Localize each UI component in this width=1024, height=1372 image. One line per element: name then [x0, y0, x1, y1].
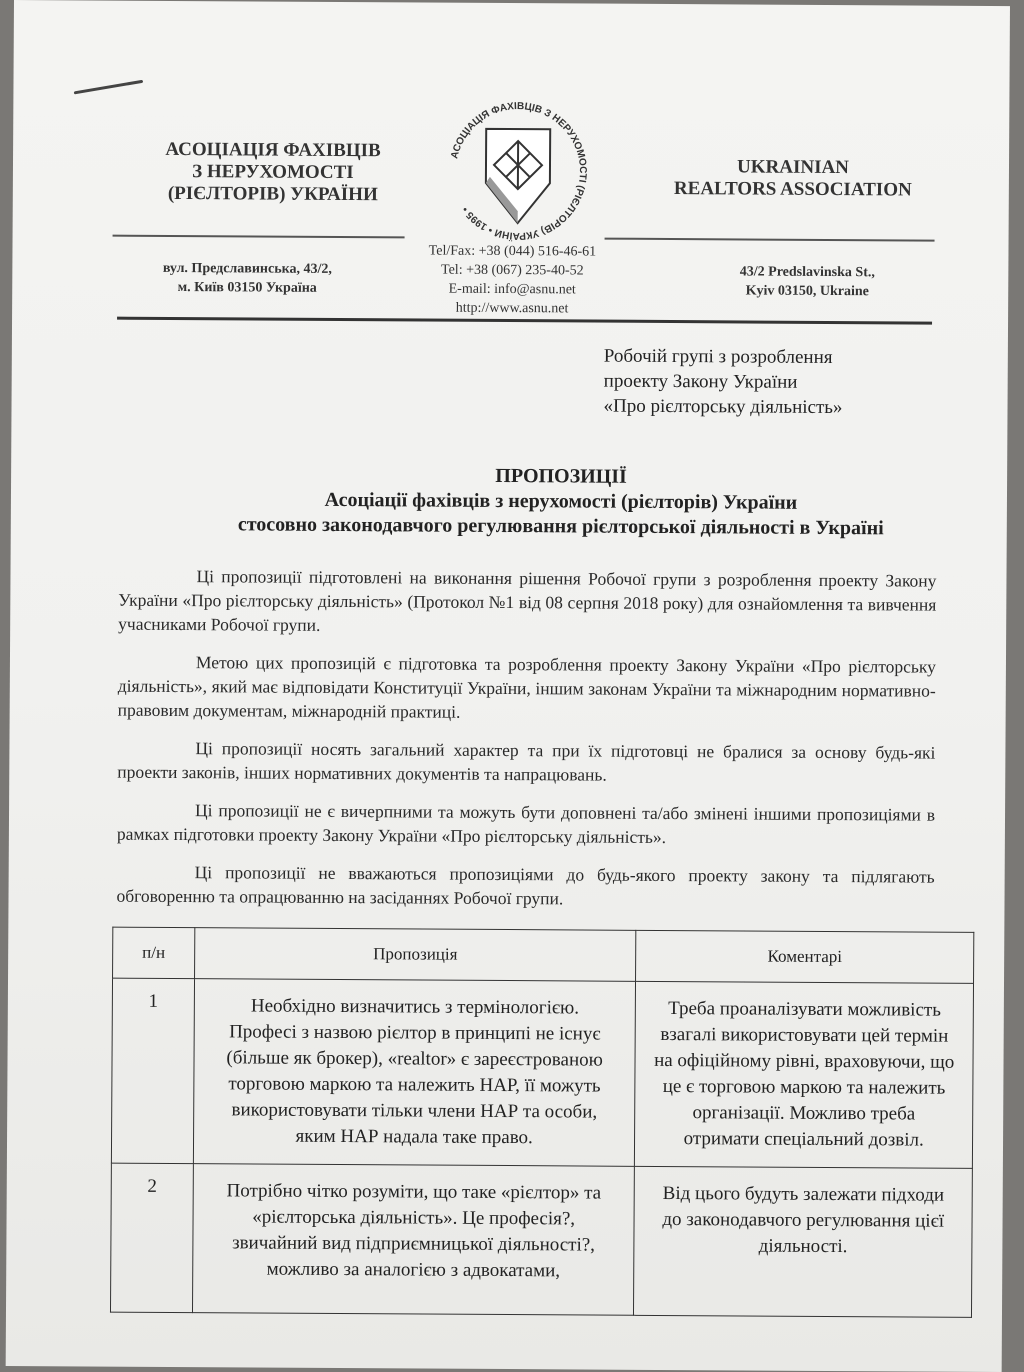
paragraph: Ці пропозиції не є вичерпними та можуть бути доповнені та/або змінені іншими пропозиціями в рамках підготовки проекту Закону України «Про рієлторську діяльність». — [116, 800, 936, 847]
address-en — [692, 262, 922, 301]
row-number: 1 — [111, 978, 194, 1163]
paragraph: Ці пропозиції не вважаються пропозиціями до будь-якого проекту закону та підлягають обговоренню та опрацюванню на засіданнях Робочої групи. — [116, 862, 935, 909]
title-line: ПРОПОЗИЦІЇ — [495, 464, 627, 488]
document-title — [111, 462, 1011, 542]
org-name-ua-line: (РІЄЛТОРІВ) УКРАЇНИ — [167, 182, 378, 206]
row-proposal: Необхідно визначитись з термінологією. Професі з назвою рієлтор в принципі не існує (більше як брокер), «realtor» є зареєстрованою торговою маркою та належить НАР, її можуть використовувати тільки члени НАР та особи, яким НАР надала таке право. — [193, 979, 636, 1167]
paragraph: Ці пропозиції підготовлені на виконання рішення Робочої групи з розроблення проекту Закону України «Про рієлторську діяльність» (Протокол №1 від 08 серпня 2018 року) для ознайомлення та вивчення учасниками Робочої групи. — [118, 566, 937, 635]
email: E-mail: info@asnu.net — [448, 281, 576, 298]
org-name-en-line: REALTORS ASSOCIATION — [673, 178, 912, 201]
address-line: Kyiv 03150, Ukraine — [745, 283, 869, 300]
phone-fax: Tel/Fax: +38 (044) 516-46-61 — [428, 243, 597, 260]
association-logo — [438, 101, 599, 244]
pen-mark — [74, 80, 144, 95]
table-header-row — [113, 927, 974, 983]
document-page — [6, 0, 1010, 1372]
header-number: п/н — [113, 927, 195, 978]
addressee-line: проекту Закону України — [603, 370, 798, 393]
logo-text: АСОЦІАЦІЯ ФАХІВЦІВ З НЕРУХОМОСТІ (РІЄЛТОРІВ) УКРАЇНИ • 1995 • — [449, 100, 589, 242]
address-line: 43/2 Predslavinska St., — [739, 264, 875, 281]
phone: Tel: +38 (067) 235-40-52 — [440, 262, 584, 279]
table-row — [111, 978, 973, 1168]
org-name-en-line: UKRAINIAN — [736, 156, 850, 179]
body-text — [116, 564, 936, 927]
address-line: вул. Предславинська, 43/2, — [162, 260, 332, 277]
address-ua — [122, 259, 372, 299]
addressee — [603, 344, 943, 421]
table-row — [110, 1163, 972, 1317]
addressee-line: «Про рієлторську діяльність» — [603, 395, 843, 419]
org-name-en — [643, 156, 943, 202]
row-comment: Треба проаналізувати можливість взагалі використовувати цей термін на офіційному рівні, враховуючи, що це є торговою маркою та належить організації. Можливо треба отримати спеціальний дозвіл. — [635, 981, 974, 1168]
paragraph: Метою цих пропозицій є підготовка та розроблення проекту Закону України «Про рієлторську діяльність», який має відповідати Конституції України, іншим законам України та міжнародним нормативно-правовим документам, міжнародній практиці. — [117, 652, 937, 722]
contacts — [397, 241, 627, 318]
addressee-line: Робочій групі з розроблення — [603, 345, 833, 369]
address-line: м. Київ 03150 Україна — [177, 280, 317, 296]
header-proposal: Пропозиція — [194, 928, 636, 982]
org-name-ua-line: АСОЦІАЦІЯ ФАХІВЦІВ — [165, 138, 381, 162]
header-comments: Коментарі — [636, 930, 974, 983]
proposals-table — [110, 927, 974, 1318]
row-proposal: Потрібно чітко розуміти, що таке «рієлтор» та «рієлторська діяльність». Це професія?, звичайний вид підприємницької діяльності?, можливо за аналогією з адвокатами, — [192, 1164, 634, 1316]
row-comment: Від цього будуть залежати підходи до законодавчого регулювання цієї діяльності. — [634, 1166, 973, 1317]
title-line: Асоціації фахівців з нерухомості (рієлторів) України — [324, 488, 798, 514]
header-divider-left — [113, 235, 405, 238]
header-divider-right — [605, 238, 935, 242]
website: http://www.asnu.net — [455, 300, 569, 317]
row-number: 2 — [110, 1163, 193, 1312]
org-name-ua — [123, 139, 423, 207]
org-name-ua-line: З НЕРУХОМОСТІ — [192, 161, 354, 184]
title-line: стосовно законодавчого регулювання рієлторської діяльності в Україні — [237, 513, 884, 540]
paragraph: Ці пропозиції носять загальний характер та при їх підготовці не бралися за основу будь-які проекти законів, інших нормативних документів та напрацювань. — [117, 738, 936, 785]
